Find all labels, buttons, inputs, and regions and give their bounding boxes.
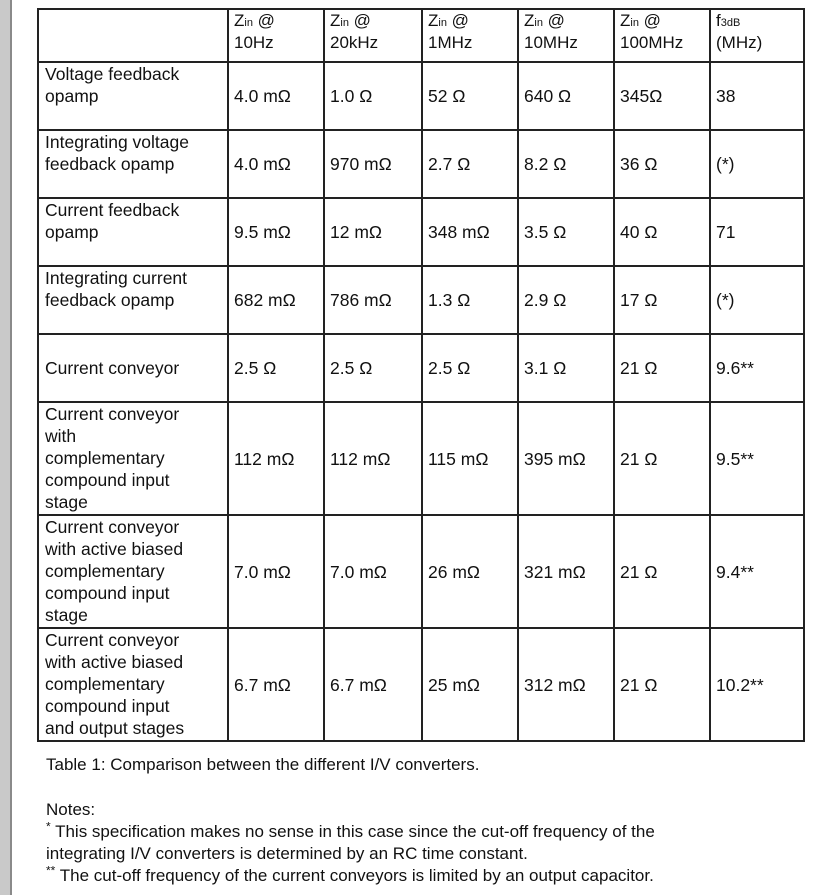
header-symbol: f [716,11,721,30]
header-cell [518,9,614,62]
header-symbol: Z [428,11,439,30]
row-label: Voltage feedback opamp [38,62,228,130]
impedance-cell: 40 Ω [614,198,710,266]
note-marker: * [46,819,51,834]
impedance-cell: 3.5 Ω [518,198,614,266]
row-label: Integrating voltage feedback opamp [38,130,228,198]
table-row [38,198,804,266]
table-row [38,266,804,334]
impedance-cell: 52 Ω [422,62,518,130]
impedance-cell: 345Ω [614,62,710,130]
impedance-cell: 7.0 mΩ [228,515,324,628]
header-frequency: 20kHz [330,33,379,52]
header-subscript: in [244,17,253,29]
impedance-cell: 36 Ω [614,130,710,198]
impedance-cell: 21 Ω [614,628,710,741]
row-label: Current feedback opamp [38,198,228,266]
impedance-cell: 112 mΩ [324,402,422,515]
header-frequency: 10Hz [234,33,274,52]
impedance-cell: 2.5 Ω [228,334,324,402]
row-label: Current conveyor [38,334,228,402]
notes-heading: Notes: [46,800,96,819]
impedance-cell: 682 mΩ [228,266,324,334]
table-row [38,628,804,741]
header-frequency: 10MHz [524,33,578,52]
impedance-cell: 4.0 mΩ [228,62,324,130]
header-symbol: Z [620,11,631,30]
header-symbol: Z [234,11,245,30]
header-suffix: @ [348,11,371,30]
impedance-cell: 17 Ω [614,266,710,334]
cutoff-frequency-cell: 10.2** [710,628,804,741]
impedance-cell: 1.0 Ω [324,62,422,130]
table-row [38,334,804,402]
header-subscript: in [340,17,349,29]
header-suffix: @ [446,11,469,30]
impedance-cell: 3.1 Ω [518,334,614,402]
header-subscript: in [630,17,639,29]
table-row [38,402,804,515]
comparison-table [37,8,805,742]
cutoff-frequency-cell: (*) [710,266,804,334]
cutoff-frequency-cell: (*) [710,130,804,198]
impedance-cell: 312 mΩ [518,628,614,741]
impedance-cell: 21 Ω [614,402,710,515]
impedance-cell: 112 mΩ [228,402,324,515]
impedance-cell: 2.5 Ω [422,334,518,402]
header-suffix: @ [542,11,565,30]
impedance-cell: 321 mΩ [518,515,614,628]
impedance-cell: 6.7 mΩ [228,628,324,741]
table-row [38,515,804,628]
header-frequency: (MHz) [716,33,763,52]
left-margin-bar [0,0,10,895]
impedance-cell: 1.3 Ω [422,266,518,334]
cutoff-frequency-cell: 9.6** [710,334,804,402]
impedance-cell: 6.7 mΩ [324,628,422,741]
note-text: The cut-off frequency of the current conveyors is limited by an output capacitor. [55,866,654,885]
note-marker: ** [46,863,56,878]
header-subscript: 3dB [720,17,741,29]
header-corner-cell [38,9,228,62]
header-cell [710,9,804,62]
header-subscript: in [438,17,447,29]
impedance-cell: 348 mΩ [422,198,518,266]
row-label: Current conveyor with active biased complementary compound input stage [38,515,228,628]
impedance-cell: 25 mΩ [422,628,518,741]
impedance-cell: 26 mΩ [422,515,518,628]
row-label: Integrating current feedback opamp [38,266,228,334]
impedance-cell: 4.0 mΩ [228,130,324,198]
impedance-cell: 2.7 Ω [422,130,518,198]
impedance-cell: 2.9 Ω [518,266,614,334]
header-suffix: @ [638,11,661,30]
note-item [46,865,816,887]
impedance-cell: 970 mΩ [324,130,422,198]
impedance-cell: 7.0 mΩ [324,515,422,628]
header-symbol: Z [524,11,535,30]
row-label: Current conveyor with active biased complementary compound input and output stages [38,628,228,741]
row-label: Current conveyor with complementary compound input stage [38,402,228,515]
header-cell [228,9,324,62]
header-frequency: 100MHz [620,33,684,52]
impedance-cell: 21 Ω [614,334,710,402]
header-cell [422,9,518,62]
impedance-cell: 115 mΩ [422,402,518,515]
left-margin-divider [10,0,12,895]
impedance-cell: 786 mΩ [324,266,422,334]
impedance-cell: 21 Ω [614,515,710,628]
table-body [38,62,804,741]
note-item [46,821,816,865]
impedance-cell: 12 mΩ [324,198,422,266]
table-header [38,9,804,62]
note-text: This specification makes no sense in this case since the cut-off frequency of the integrating I/V converters is determined by an RC time constant. [46,822,655,863]
header-symbol: Z [330,11,341,30]
impedance-cell: 395 mΩ [518,402,614,515]
header-frequency: 1MHz [428,33,473,52]
cutoff-frequency-cell: 71 [710,198,804,266]
impedance-cell: 8.2 Ω [518,130,614,198]
header-cell [324,9,422,62]
table-row [38,62,804,130]
header-row [38,9,804,62]
cutoff-frequency-cell: 38 [710,62,804,130]
impedance-cell: 9.5 mΩ [228,198,324,266]
table-caption: Table 1: Comparison between the different I/V converters. [46,755,480,774]
impedance-cell: 2.5 Ω [324,334,422,402]
table-row [38,130,804,198]
cutoff-frequency-cell: 9.5** [710,402,804,515]
header-suffix: @ [252,11,275,30]
header-subscript: in [534,17,543,29]
cutoff-frequency-cell: 9.4** [710,515,804,628]
impedance-cell: 640 Ω [518,62,614,130]
header-cell [614,9,710,62]
